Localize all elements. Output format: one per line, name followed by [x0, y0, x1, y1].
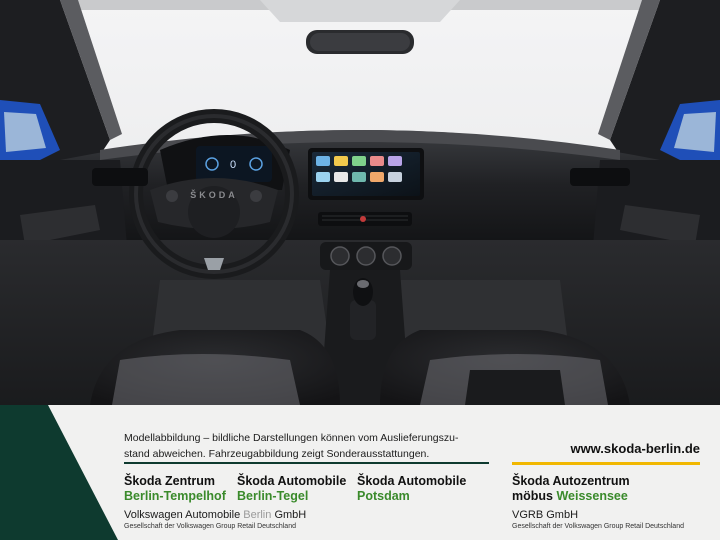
dealer-tegel	[237, 474, 346, 504]
dealer-location: Weissensee	[556, 489, 628, 503]
company-subtext-right: Gesellschaft der Volkswagen Group Retail Deutschland	[512, 523, 684, 530]
company-suffix: GmbH	[274, 509, 307, 521]
svg-text:0: 0	[230, 159, 237, 171]
dealer-location: Potsdam	[357, 489, 410, 503]
dealer-name: Škoda Zentrum	[124, 474, 215, 488]
dealer-location: Berlin-Tempelhof	[124, 489, 226, 503]
dealer-info-panel	[0, 405, 720, 540]
dealer-name: Škoda Automobile	[237, 474, 347, 488]
wheel-brand-text: ŠKODA	[190, 190, 238, 200]
company-highlight: Berlin	[243, 509, 272, 521]
dealer-name: Škoda Autozentrum	[512, 474, 630, 488]
dealer-tempelhof	[124, 474, 226, 504]
company-subtext-left: Gesellschaft der Volkswagen Group Retail Deutschland	[124, 523, 296, 530]
website-link[interactable]: www.skoda-berlin.de	[570, 441, 700, 456]
company-name-right: VGRB GmbH	[512, 509, 579, 521]
divider-yellow	[512, 462, 700, 465]
dealer-location: Berlin-Tegel	[237, 489, 309, 503]
dealer-name: Škoda Automobile	[357, 474, 467, 488]
company-prefix: Volkswagen Automobile	[124, 509, 241, 521]
dealer-weissensee	[512, 474, 630, 504]
company-name-left	[124, 509, 306, 521]
divider-green	[124, 462, 489, 464]
disclaimer-text: Modellabbildung – bildliche Darstellungen können vom Auslieferungszu-stand abweichen. Fahrzeugabbildung zeigt Sonderausstattungen.	[124, 432, 459, 460]
dealer-prefix: möbus	[512, 489, 553, 503]
brand-corner-shape	[0, 405, 120, 540]
dealer-potsdam	[357, 474, 466, 504]
